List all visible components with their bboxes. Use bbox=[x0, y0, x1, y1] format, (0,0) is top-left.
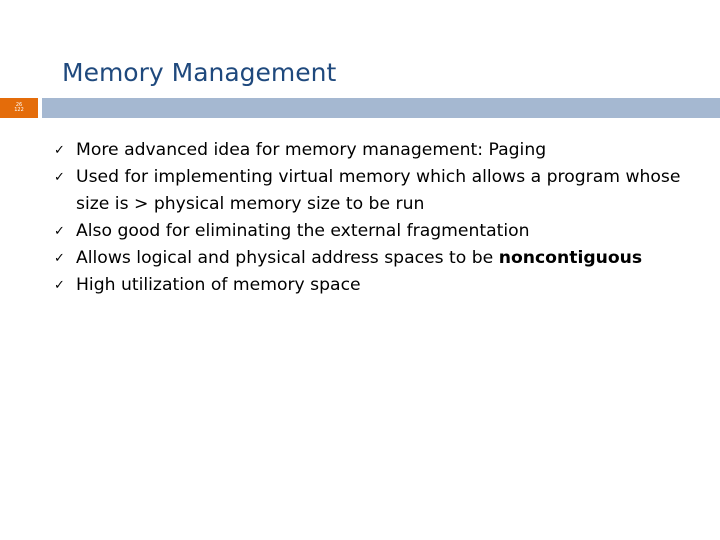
bullet-text: Used for implementing virtual memory which allows a program whose size is > physical memory size to be run bbox=[76, 167, 681, 214]
check-icon: ✓ bbox=[54, 278, 65, 293]
bullet-item bbox=[54, 245, 696, 272]
bullet-item bbox=[54, 164, 696, 218]
bullet-item bbox=[54, 137, 696, 164]
bullet-emphasis: noncontiguous bbox=[498, 248, 643, 268]
bullet-text: High utilization of memory space bbox=[76, 275, 361, 295]
check-icon: ✓ bbox=[54, 143, 65, 158]
slide-total: 122 bbox=[14, 107, 24, 113]
bullet-list bbox=[54, 137, 696, 299]
check-icon: ✓ bbox=[54, 251, 65, 266]
bullet-text: Also good for eliminating the external fragmentation bbox=[76, 221, 530, 241]
slide-number-badge bbox=[0, 98, 38, 118]
bullet-text: Allows logical and physical address spaces to be bbox=[76, 248, 499, 268]
bullet-item bbox=[54, 272, 696, 299]
check-icon: ✓ bbox=[54, 224, 65, 239]
check-icon: ✓ bbox=[54, 170, 65, 185]
slide-title: Memory Management bbox=[62, 58, 337, 87]
bullet-item bbox=[54, 218, 696, 245]
slide-number: 26 bbox=[15, 102, 23, 108]
title-underline-bar bbox=[42, 98, 720, 118]
bullet-text: More advanced idea for memory management: Paging bbox=[76, 140, 547, 160]
